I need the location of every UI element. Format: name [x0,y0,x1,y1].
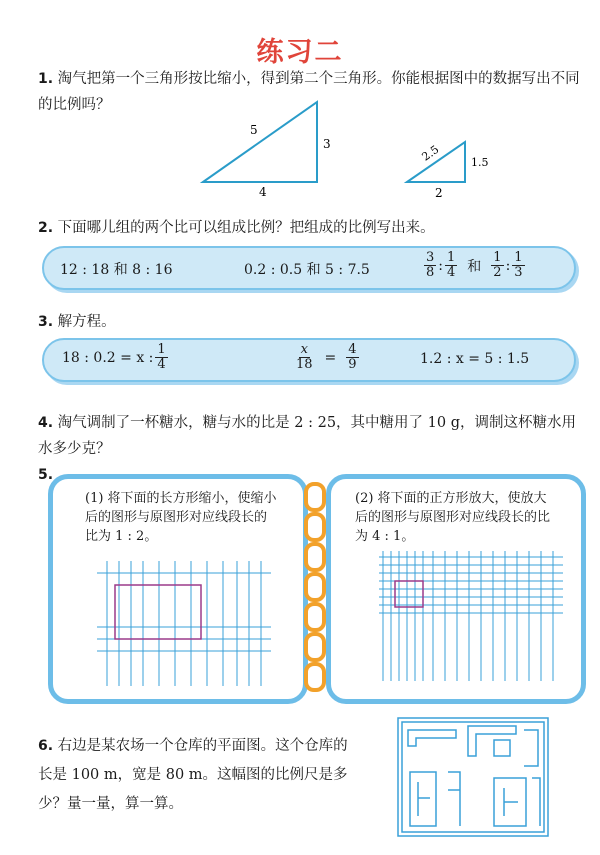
triangles-figure [195,100,495,205]
question-2-text: 下面哪儿组的两个比可以组成比例？把组成的比例写出来。 [57,220,435,236]
q2-group-3: $\frac{3}{8}$ : $\frac{1}{4}$ 和 $\frac{1}{2}$ : $\frac{1}{3}$ [426,250,523,280]
rectangle-to-shrink [115,585,201,639]
small-leg-label: 1.5 [471,156,489,169]
ring-icon [304,632,326,662]
page-title: 练习二 [256,37,344,68]
question-3-text: 解方程。 [57,314,116,330]
q2-group-1: 12 : 18 和 8 : 16 [60,262,173,278]
q2-group-2: 0.2 : 0.5 和 5 : 7.5 [244,262,370,278]
ring-icon [304,482,326,512]
large-triangle [203,102,317,182]
q3-equation-3: 1.2 : x = 5 : 1.5 [420,351,530,367]
question-4 [38,410,586,462]
question-4-text: 淘气调制了一杯糖水，糖与水的比是 2 : 25，其中糖用了 10 g，调制这杯糖水用水多少克？ [38,415,577,457]
large-base-label: 4 [259,185,267,199]
ring-icon [304,542,326,572]
question-number: 1. [38,71,54,87]
question-1-text: 淘气把第一个三角形按比缩小，得到第二个三角形。你能根据图中的数据写出不同的比例吗？ [38,71,580,113]
q3-equation-1: 18 : 0.2 = x : $\frac{1}{4}$ [62,342,166,372]
q3-equation-2: $\frac{x}{18}$ = $\frac{4}{9}$ [296,342,357,372]
question-6-text: 右边是某农场一个仓库的平面图。这个仓库的长是 100 m，宽是 80 m。这幅图的比例尺是多少？量一量，算一算。 [38,738,348,812]
notebook-binding [304,482,324,692]
large-hyp-label: 5 [250,123,258,137]
question-2 [38,215,435,241]
q3-equations-bar [42,338,576,382]
question-number: 4. [38,415,54,431]
q2-options-bar [42,246,576,290]
question-number: 2. [38,220,54,236]
q5-part-1-text: (1) 将下面的长方形缩小，使缩小后的图形与原图形对应线段长的比为 1 : 2。 [85,491,277,544]
small-base-label: 2 [435,186,443,200]
notebook-right-page [326,474,586,704]
ring-icon [304,512,326,542]
warehouse-floor-plan [396,716,552,840]
question-number: 6. [38,738,54,754]
small-hyp-label: 2.5 [419,142,442,164]
ring-icon [304,572,326,602]
ring-icon [304,602,326,632]
question-6 [38,732,358,819]
question-3 [38,309,116,335]
q5-grid-1 [97,561,272,689]
notebook-left-page [48,474,308,704]
question-number: 5. [38,467,54,483]
q5-grid-2 [379,551,565,683]
ring-icon [304,662,326,692]
question-number: 3. [38,314,54,330]
large-leg-label: 3 [323,137,331,151]
q5-part-2-text: (2) 将下面的正方形放大，使放大后的图形与原图形对应线段长的比为 4 : 1。 [355,491,551,544]
